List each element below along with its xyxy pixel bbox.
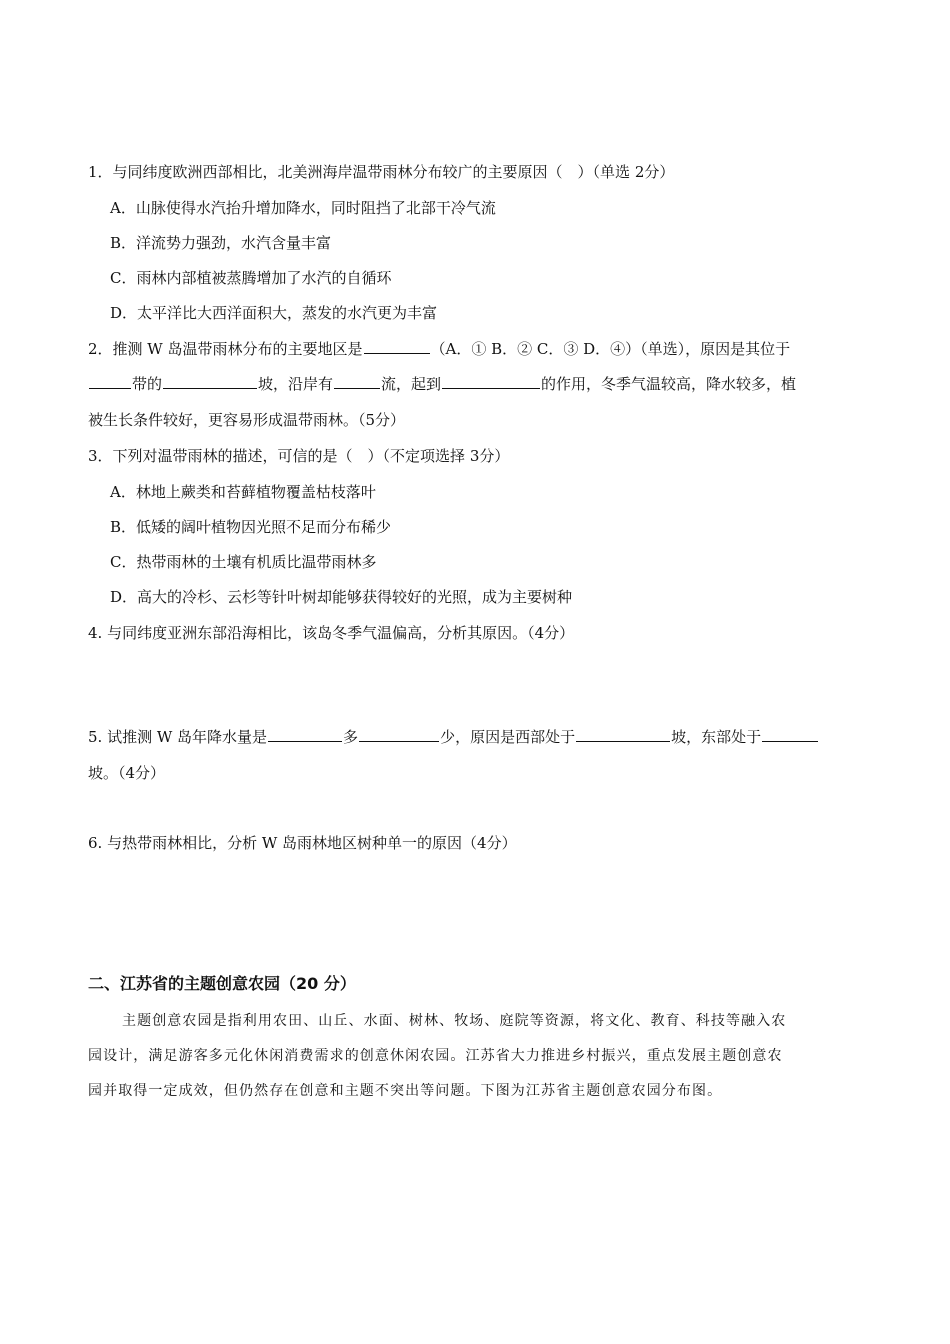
q5-line1 [88, 726, 819, 748]
q4-stem: 4. 与同纬度亚洲东部沿海相比，该岛冬季气温偏高，分析其原因。（4分） [88, 624, 575, 642]
q1-stem: 1．与同纬度欧洲西部相比，北美洲海岸温带雨林分布较广的主要原因（ ）（单选 2分） [88, 163, 675, 181]
q1-option-a: A．山脉使得水汽抬升增加降水，同时阻挡了北部干冷气流 [110, 199, 496, 217]
q2-blank-5[interactable] [442, 373, 540, 389]
q2-text-2: （A．① B．② C．③ D．④）（单选），原因是其位于 [430, 340, 791, 358]
section-2-paragraph-line-2: 园设计，满足游客多元化休闲消费需求的创意休闲农园。江苏省大力推进乡村振兴，重点发展主题创意农 [88, 1048, 783, 1064]
q2-blank-1[interactable] [364, 338, 430, 354]
q5-text-2: 多 [343, 728, 359, 746]
q1-option-d: D．太平洋比大西洋面积大，蒸发的水汽更为丰富 [110, 304, 438, 322]
q3-option-b: B．低矮的阔叶植物因光照不足而分布稀少 [110, 518, 392, 536]
q2-text-4: 坡，沿岸有 [258, 375, 334, 393]
q2-blank-4[interactable] [334, 373, 380, 389]
q2-text-5: 流，起到 [381, 375, 442, 393]
q3-option-a: A．林地上蕨类和苔藓植物覆盖枯枝落叶 [110, 483, 376, 501]
q5-blank-3[interactable] [576, 726, 670, 742]
q5-blank-4[interactable] [762, 726, 818, 742]
q3-option-d: D．高大的冷杉、云杉等针叶树却能够获得较好的光照，成为主要树种 [110, 588, 573, 606]
q5-line2: 坡。（4分） [88, 764, 166, 782]
q5-text-1: 5. 试推测 W 岛年降水量是 [88, 728, 268, 746]
q5-blank-1[interactable] [268, 726, 342, 742]
q2-blank-3[interactable] [163, 373, 257, 389]
q2-text-6: 的作用，冬季气温较高，降水较多，植 [541, 375, 797, 393]
q1-option-c: C．雨林内部植被蒸腾增加了水汽的自循环 [110, 269, 392, 287]
section-2-paragraph-line-1: 主题创意农园是指利用农田、山丘、水面、树林、牧场、庭院等资源，将文化、教育、科技等融入农 [122, 1013, 787, 1029]
section-2-title: 二、江苏省的主题创意农园（20 分） [88, 974, 356, 993]
q2-text-1: 2．推测 W 岛温带雨林分布的主要地区是 [88, 340, 363, 358]
q3-stem: 3．下列对温带雨林的描述，可信的是（ ）（不定项选择 3分） [88, 447, 510, 465]
section-2-paragraph-line-3: 园并取得一定成效，但仍然存在创意和主题不突出等问题。下图为江苏省主题创意农园分布图。 [88, 1083, 723, 1099]
q1-option-b: B．洋流势力强劲，水汽含量丰富 [110, 234, 332, 252]
q3-option-c: C．热带雨林的土壤有机质比温带雨林多 [110, 553, 377, 571]
q2-line2 [88, 373, 796, 395]
q2-text-3: 带的 [132, 375, 163, 393]
q2-line1 [88, 338, 790, 360]
q5-blank-2[interactable] [359, 726, 439, 742]
q6-stem: 6. 与热带雨林相比，分析 W 岛雨林地区树种单一的原因（4分） [88, 834, 517, 852]
q2-line3: 被生长条件较好，更容易形成温带雨林。（5分） [88, 411, 406, 429]
q5-text-4: 坡，东部处于 [671, 728, 762, 746]
q5-text-3: 少，原因是西部处于 [440, 728, 576, 746]
q2-blank-2[interactable] [89, 373, 131, 389]
